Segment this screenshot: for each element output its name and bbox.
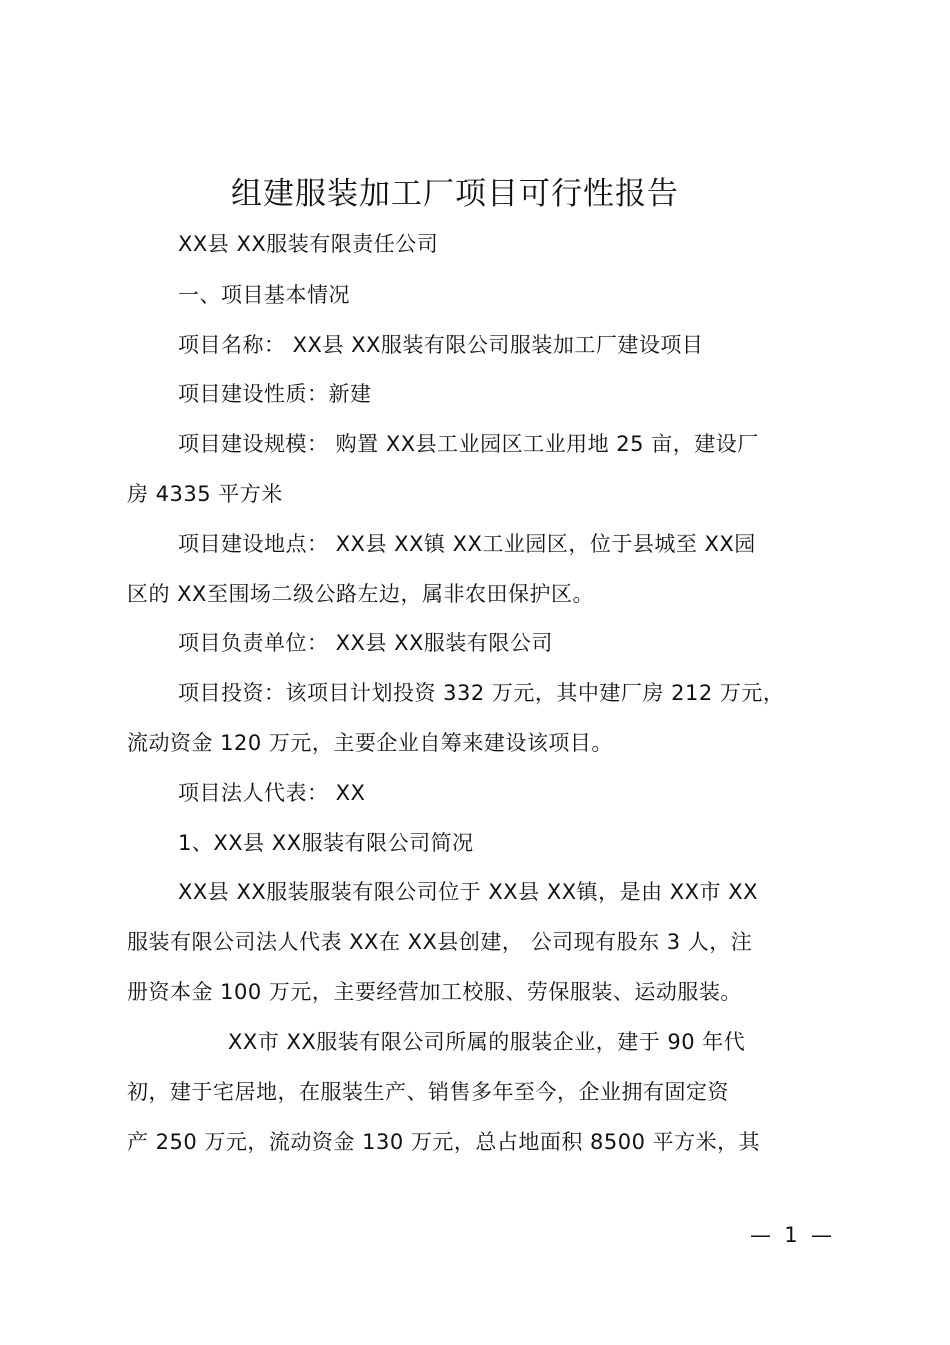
project-scale-line-cont: 房 4335 平方米 — [127, 482, 283, 506]
company-name-line: XX县 XX服装有限责任公司 — [178, 232, 439, 256]
company-overview-line-1: XX县 XX服装服装有限公司位于 XX县 XX镇，是由 XX市 XX — [178, 880, 759, 904]
project-investment-line-cont: 流动资金 120 万元，主要企业自筹来建设该项目。 — [127, 731, 613, 755]
subsection-heading-company-overview: 1、XX县 XX服装有限公司简况 — [178, 831, 474, 855]
parent-company-line-1: XX市 XX服装有限公司所属的服装企业，建于 90 年代 — [228, 1030, 746, 1054]
company-overview-line-2: 服装有限公司法人代表 XX在 XX县创建， 公司现有股东 3 人，注 — [127, 930, 753, 954]
project-investment-line: 项目投资：该项目计划投资 332 万元，其中建厂房 212 万元， — [178, 681, 785, 705]
company-overview-line-3: 册资本金 100 万元，主要经营加工校服、劳保服装、运动服装。 — [127, 980, 742, 1004]
page-number: — 1 — — [749, 1223, 832, 1247]
section-heading-basic-info: 一、项目基本情况 — [178, 283, 350, 307]
project-scale-line: 项目建设规模： 购置 XX县工业园区工业用地 25 亩，建设厂 — [178, 432, 759, 456]
project-name-line: 项目名称： XX县 XX服装有限公司服装加工厂建设项目 — [178, 333, 704, 357]
parent-company-line-2: 初，建于宅居地，在服装生产、销售多年至今，企业拥有固定资 — [127, 1080, 729, 1104]
legal-representative-line: 项目法人代表： XX — [178, 781, 366, 805]
responsible-unit-line: 项目负责单位： XX县 XX服装有限公司 — [178, 631, 553, 655]
project-location-line-cont: 区的 XX至围场二级公路左边，属非农田保护区。 — [127, 582, 594, 606]
project-nature-line: 项目建设性质：新建 — [178, 382, 372, 406]
document-title: 组建服装加工厂项目可行性报告 — [231, 176, 679, 212]
parent-company-line-3: 产 250 万元，流动资金 130 万元，总占地面积 8500 平方米，其 — [127, 1130, 761, 1154]
project-location-line: 项目建设地点： XX县 XX镇 XX工业园区，位于县城至 XX园 — [178, 532, 756, 556]
